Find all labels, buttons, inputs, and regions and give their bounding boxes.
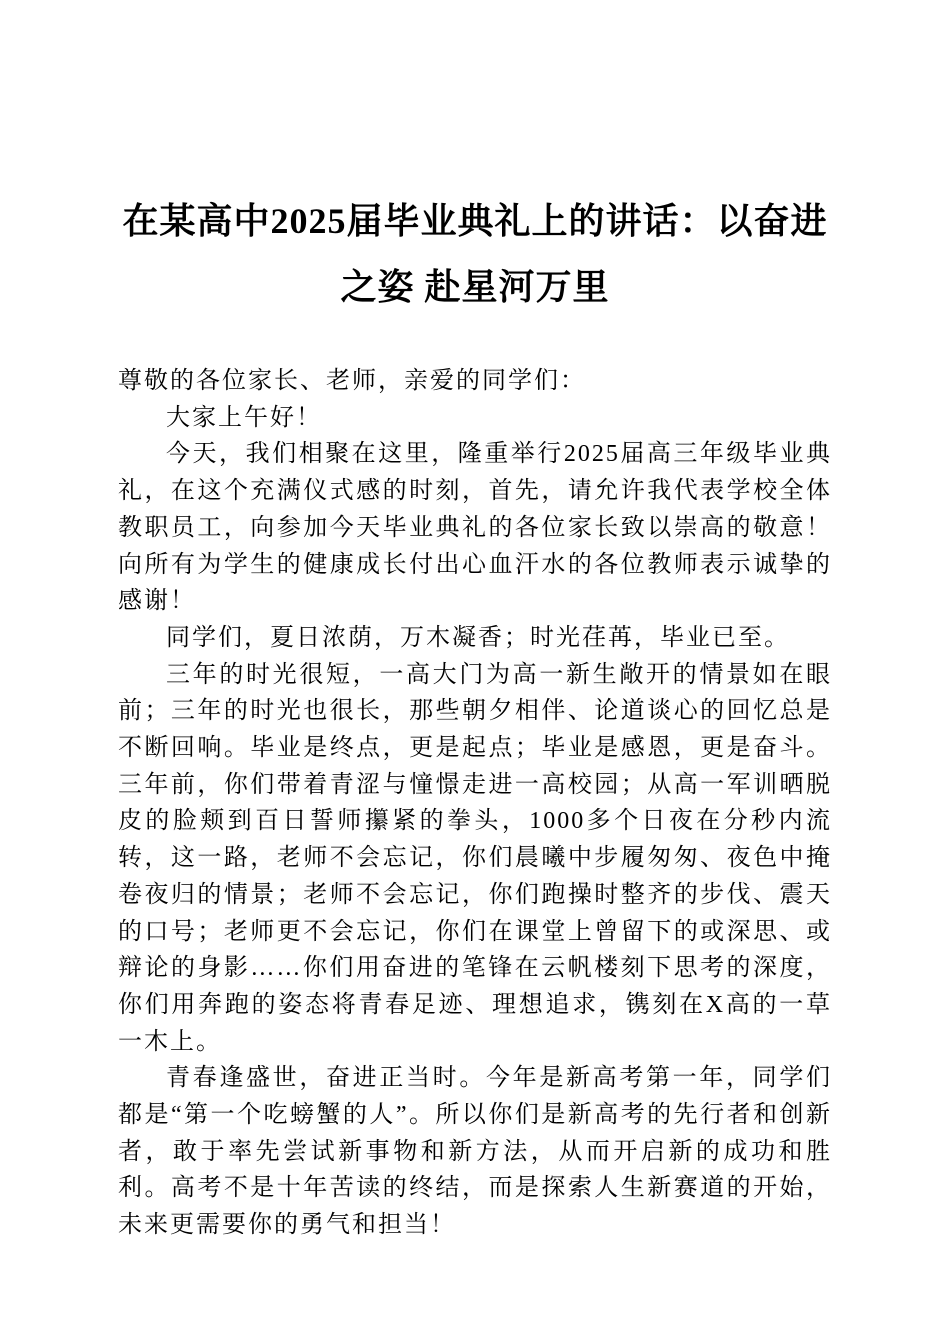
paragraph-greeting: 大家上午好！ bbox=[166, 404, 322, 431]
salutation: 尊敬的各位家长、老师，亲爱的同学们： bbox=[118, 368, 586, 394]
paragraph-new-gaokao: 青春逢盛世，奋进正当时。今年是新高考第一年，同学们都是“第一个吃螃蟹的人”。所以你们是新高考的先行者和创新者，敢于率先尝试新事物和新方法，从而开启新的成功和胜利。高考不是十年苦读的终结，而是探索人生新赛道的开始，未来更需要你的勇气和担当！ bbox=[118, 1065, 832, 1239]
document-body bbox=[118, 363, 832, 1244]
paragraph-opening: 今天，我们相聚在这里，隆重举行2025届高三年级毕业典礼，在这个充满仪式感的时刻，首先，请允许我代表学校全体教职员工，向参加今天毕业典礼的各位家长致以崇高的敬意！向所有为学生的健康成长付出心血汗水的各位教师表示诚挚的感谢！ bbox=[118, 441, 832, 615]
document-title: 在某高中2025届毕业典礼上的讲话：以奋进之姿 赴星河万里 bbox=[122, 201, 828, 307]
paragraph-memories: 三年的时光很短，一高大门为高一新生敞开的情景如在眼前；三年的时光也很长，那些朝夕相伴、论道谈心的回忆总是不断回响。毕业是终点，更是起点；毕业是感恩，更是奋斗。三年前，你们带着青涩与憧憬走进一高校园；从高一军训晒脱皮的脸颊到百日誓师攥紧的拳头，1000多个日夜在分秒内流转，这一路，老师不会忘记，你们晨曦中步履匆匆、夜色中掩卷夜归的情景；老师不会忘记，你们跑操时整齐的步伐、震天的口号；老师更不会忘记，你们在课堂上曾留下的或深思、或辩论的身影……你们用奋进的笔锋在云帆楼刻下思考的深度，你们用奔跑的姿态将青春足迹、理想追求，镌刻在X高的一草一木上。 bbox=[118, 661, 832, 1055]
paragraph-season: 同学们，夏日浓荫，万木凝香；时光荏苒，毕业已至。 bbox=[166, 624, 790, 651]
